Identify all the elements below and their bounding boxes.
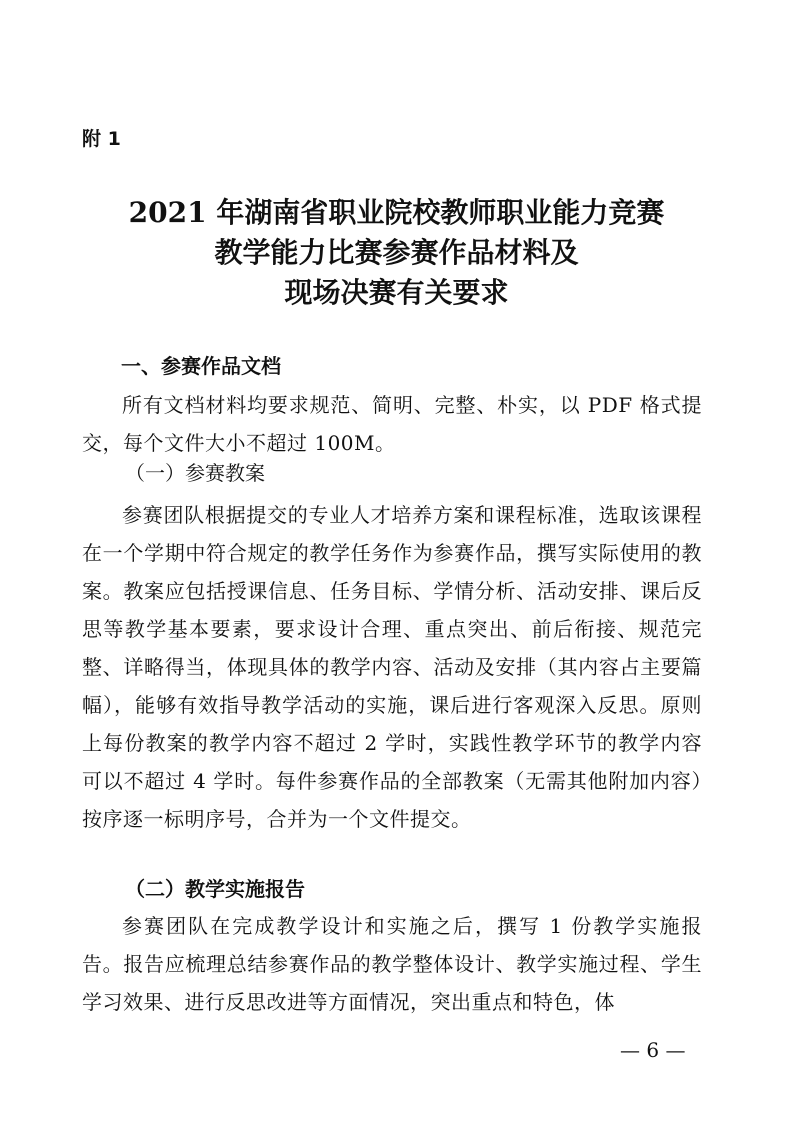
section-intro-paragraph: 所有文档材料均要求规范、简明、完整、朴实，以 PDF 格式提交，每个文件大小不超过 100M。 <box>82 393 702 455</box>
section-heading: 一、参赛作品文档 <box>121 354 281 378</box>
implementation-report-paragraph: 参赛团队在完成教学设计和实施之后，撰写 1 份教学实施报告。报告应梳理总结参赛作品的教学整体设计、教学实施过程、学生学习效果、进行反思改进等方面情况，突出重点和特色，体 <box>82 914 702 1014</box>
subsection-heading-lesson-plan: （一）参赛教案 <box>125 461 265 485</box>
page-number: — 6 — <box>620 1038 686 1062</box>
document-title-line-1: 2021 年湖南省职业院校教师职业能力竞赛 <box>128 196 665 229</box>
document-title-line-2: 教学能力比赛参赛作品材料及 <box>214 236 579 269</box>
lesson-plan-paragraph: 参赛团队根据提交的专业人才培养方案和课程标准，选取该课程在一个学期中符合规定的教学任务作为参赛作品，撰写实际使用的教案。教案应包括授课信息、任务目标、学情分析、活动安排、课后反思等教学基本要素，要求设计合理、重点突出、前后衔接、规范完整、详略得当，体现具体的教学内容、活动及安排（其内容占主要篇幅），能够有效指导教学活动的实施，课后进行客观深入反思。原则上每份教案的教学内容不超过 2 学时，实践性教学环节的教学内容可以不超过 4 学时。每件参赛作品的全部教案（无需其他附加内容）按序逐一标明序号，合并为一个文件提交。 <box>82 503 702 831</box>
subsection-heading-implementation-report: （二）教学实施报告 <box>125 877 305 901</box>
attachment-label: 附 1 <box>82 128 121 150</box>
document-title-line-3: 现场决赛有关要求 <box>284 276 509 309</box>
